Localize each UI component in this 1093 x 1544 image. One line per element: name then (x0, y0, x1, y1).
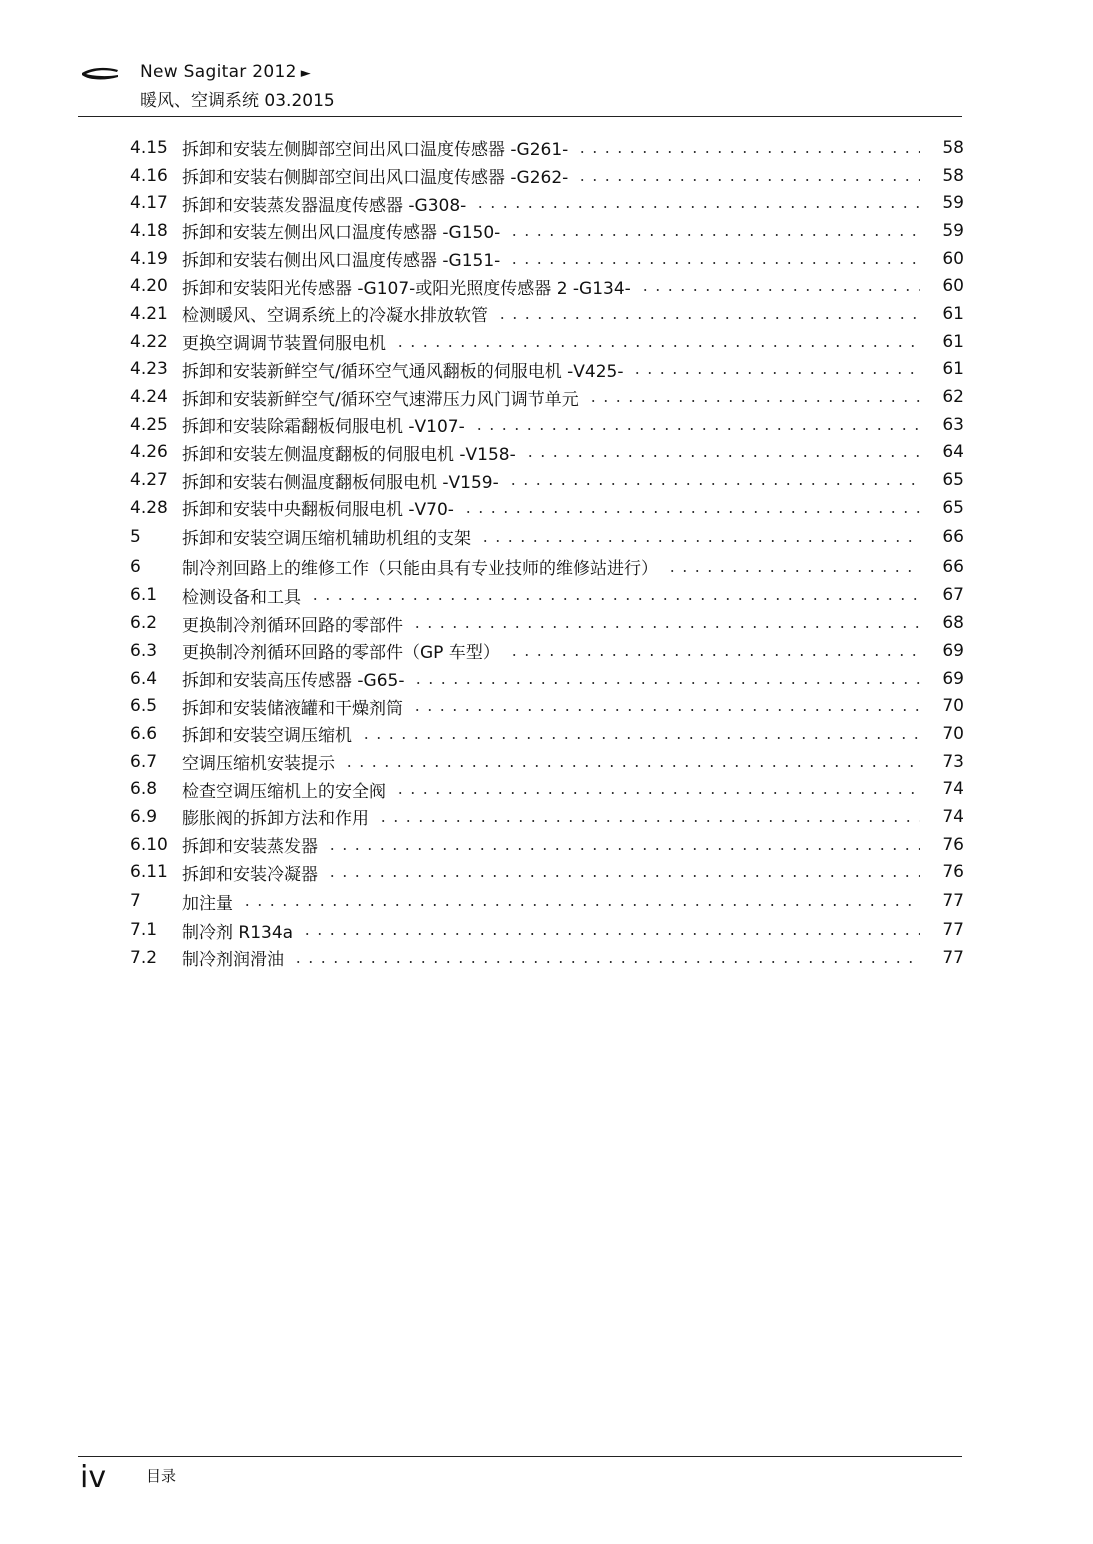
toc-entry-title: 拆卸和安装新鲜空气/循环空气速滞压力风门调节单元 (182, 389, 579, 410)
toc-entry-number: 4.16 (130, 165, 168, 186)
toc-entry-number: 4.15 (130, 137, 168, 158)
toc-entry[interactable] (130, 411, 964, 439)
toc-entry-number: 6.5 (130, 696, 158, 717)
toc-entry-number: 6.9 (130, 806, 158, 827)
footer-page-number: iv (80, 1460, 107, 1495)
toc-entry-page: 66 (942, 526, 964, 547)
toc-dot-leader (377, 820, 920, 822)
toc-entry[interactable] (130, 748, 964, 776)
toc-dot-leader (462, 511, 920, 513)
toc-dot-leader (411, 626, 920, 628)
toc-entry-page: 65 (942, 470, 964, 491)
table-of-contents (130, 134, 964, 972)
toc-entry[interactable] (130, 803, 964, 831)
toc-entry-title: 检测设备和工具 (182, 587, 301, 608)
toc-entry-page: 76 (942, 862, 964, 883)
toc-dot-leader (360, 737, 920, 739)
toc-dot-leader (507, 483, 920, 485)
toc-entry[interactable] (130, 637, 964, 665)
toc-entry-number: 4.22 (130, 331, 168, 352)
toc-entry[interactable] (130, 272, 964, 300)
toc-entry[interactable] (130, 582, 964, 610)
toc-entry-title: 拆卸和安装蒸发器 (182, 837, 318, 858)
toc-entry[interactable] (130, 775, 964, 803)
toc-dot-leader (508, 262, 920, 264)
toc-entry-title: 检查空调压缩机上的安全阀 (182, 781, 386, 802)
toc-dot-leader (309, 598, 920, 600)
toc-entry[interactable] (130, 916, 964, 944)
toc-entry-title: 制冷剂润滑油 (182, 950, 284, 971)
toc-entry-page: 59 (942, 193, 964, 214)
toc-entry[interactable] (130, 383, 964, 411)
toc-entry-title: 拆卸和安装左侧温度翻板的伺服电机 -V158- (182, 444, 516, 465)
toc-entry[interactable] (130, 831, 964, 859)
toc-entry[interactable] (130, 328, 964, 356)
toc-entry[interactable] (130, 944, 964, 972)
toc-entry[interactable] (130, 134, 964, 162)
toc-entry-number: 6.2 (130, 613, 158, 634)
vw-swoosh-logo-icon (80, 64, 120, 82)
toc-dot-leader (524, 455, 920, 457)
page-header (78, 58, 962, 116)
toc-entry-page: 60 (942, 276, 964, 297)
toc-entry-title: 更换制冷剂循环回路的零部件（GP 车型） (182, 643, 500, 664)
toc-dot-leader (411, 709, 920, 711)
toc-entry-title: 拆卸和安装储液罐和干燥剂筒 (182, 698, 403, 719)
toc-entry-title: 拆卸和安装高压传感器 -G65- (182, 671, 405, 692)
toc-entry-page: 61 (942, 303, 964, 324)
toc-dot-leader (479, 540, 920, 542)
footer-section-title: 目录 (146, 1467, 177, 1485)
toc-entry-title: 空调压缩机安装提示 (182, 754, 335, 775)
toc-entry[interactable] (130, 356, 964, 384)
toc-entry-number: 6.4 (130, 668, 158, 689)
toc-entry-page: 70 (942, 723, 964, 744)
toc-entry-page: 61 (942, 359, 964, 380)
toc-dot-leader (508, 654, 920, 656)
toc-entry-page: 61 (942, 331, 964, 352)
toc-entry[interactable] (130, 439, 964, 467)
toc-entry-title: 拆卸和安装新鲜空气/循环空气通风翻板的伺服电机 -V425- (182, 361, 624, 382)
toc-entry-title: 拆卸和安装冷凝器 (182, 864, 318, 885)
toc-entry[interactable] (130, 162, 964, 190)
toc-entry-title: 拆卸和安装阳光传感器 -G107-或阳光照度传感器 2 -G134- (182, 278, 631, 299)
toc-entry-title: 拆卸和安装空调压缩机 (182, 726, 352, 747)
toc-entry-title: 拆卸和安装除霜翻板伺服电机 -V107- (182, 417, 465, 438)
toc-entry[interactable] (130, 609, 964, 637)
toc-dot-leader (326, 848, 920, 850)
toc-dot-leader (292, 961, 920, 963)
toc-entry-title: 拆卸和安装蒸发器温度传感器 -G308- (182, 195, 467, 216)
toc-entry-number: 4.26 (130, 442, 168, 463)
toc-entry-number: 4.25 (130, 414, 168, 435)
toc-dot-leader (394, 345, 920, 347)
toc-entry-page: 62 (942, 387, 964, 408)
toc-dot-leader (496, 317, 920, 319)
header-model (140, 62, 311, 82)
toc-entry[interactable] (130, 552, 964, 582)
toc-entry-number: 4.27 (130, 470, 168, 491)
toc-entry-number: 6.10 (130, 834, 168, 855)
toc-entry-page: 77 (942, 947, 964, 968)
toc-entry-number: 7.2 (130, 947, 158, 968)
toc-dot-leader (473, 428, 920, 430)
toc-entry-number: 6.6 (130, 723, 158, 744)
toc-entry-title: 拆卸和安装右侧温度翻板伺服电机 -V159- (182, 472, 499, 493)
header-subtitle: 暖风、空调系统 03.2015 (140, 91, 335, 111)
toc-entry[interactable] (130, 189, 964, 217)
toc-entry[interactable] (130, 720, 964, 748)
toc-entry-page: 70 (942, 696, 964, 717)
toc-entry-page: 69 (942, 668, 964, 689)
toc-entry[interactable] (130, 522, 964, 552)
toc-entry-number: 6.1 (130, 585, 158, 606)
toc-entry-title: 制冷剂 R134a (182, 922, 294, 943)
toc-entry-title: 膨胀阀的拆卸方法和作用 (182, 809, 369, 830)
toc-entry-title: 更换空调调节装置伺服电机 (182, 334, 386, 355)
toc-entry-page: 63 (942, 414, 964, 435)
toc-dot-leader (412, 682, 920, 684)
toc-dot-leader (576, 179, 920, 181)
toc-entry-number: 6 (130, 556, 141, 577)
toc-entry-title: 拆卸和安装左侧脚部空间出风口温度传感器 -G261- (182, 140, 569, 161)
toc-dot-leader (241, 904, 920, 906)
toc-entry-number: 4.28 (130, 497, 168, 518)
arrow-right-icon: ► (300, 66, 312, 81)
toc-entry-page: 59 (942, 220, 964, 241)
toc-entry[interactable] (130, 300, 964, 328)
toc-dot-leader (631, 372, 920, 374)
toc-entry-page: 64 (942, 442, 964, 463)
toc-entry-page: 58 (942, 137, 964, 158)
toc-entry-page: 77 (942, 920, 964, 941)
toc-dot-leader (326, 875, 920, 877)
toc-entry-page: 69 (942, 640, 964, 661)
toc-entry-page: 74 (942, 779, 964, 800)
toc-entry-number: 6.8 (130, 779, 158, 800)
toc-entry-number: 5 (130, 526, 141, 547)
toc-entry-page: 66 (942, 556, 964, 577)
toc-entry-title: 拆卸和安装中央翻板伺服电机 -V70- (182, 500, 454, 521)
toc-dot-leader (474, 206, 920, 208)
footer-divider (78, 1456, 962, 1457)
toc-entry-title: 制冷剂回路上的维修工作（只能由具有专业技师的维修站进行） (182, 559, 658, 580)
toc-entry-number: 7.1 (130, 920, 158, 941)
toc-entry[interactable] (130, 494, 964, 522)
toc-dot-leader (576, 151, 920, 153)
toc-entry[interactable] (130, 466, 964, 494)
toc-entry-number: 6.3 (130, 640, 158, 661)
toc-entry-number: 4.20 (130, 276, 168, 297)
header-divider (78, 116, 962, 117)
toc-dot-leader (508, 234, 920, 236)
toc-entry-page: 73 (942, 751, 964, 772)
toc-entry-title: 加注量 (182, 893, 233, 914)
toc-entry[interactable] (130, 665, 964, 693)
toc-entry-number: 4.17 (130, 193, 168, 214)
toc-entry[interactable] (130, 886, 964, 916)
toc-entry[interactable] (130, 692, 964, 720)
toc-entry-title: 拆卸和安装左侧出风口温度传感器 -G150- (182, 223, 501, 244)
model-name: New Sagitar 2012 (140, 62, 297, 82)
toc-entry[interactable] (130, 859, 964, 887)
toc-entry-title: 拆卸和安装空调压缩机辅助机组的支架 (182, 529, 471, 550)
toc-entry-page: 58 (942, 165, 964, 186)
toc-entry-page: 60 (942, 248, 964, 269)
toc-dot-leader (343, 765, 920, 767)
toc-entry-number: 6.7 (130, 751, 158, 772)
toc-entry-number: 4.21 (130, 303, 168, 324)
toc-entry-title: 拆卸和安装右侧脚部空间出风口温度传感器 -G262- (182, 168, 569, 189)
toc-entry-title: 更换制冷剂循环回路的零部件 (182, 615, 403, 636)
toc-entry-number: 7 (130, 891, 141, 912)
toc-entry-number: 4.23 (130, 359, 168, 380)
toc-entry-number: 4.24 (130, 387, 168, 408)
toc-dot-leader (639, 289, 920, 291)
toc-entry-page: 74 (942, 806, 964, 827)
toc-dot-leader (301, 933, 920, 935)
toc-entry-title: 拆卸和安装右侧出风口温度传感器 -G151- (182, 251, 501, 272)
toc-entry-page: 67 (942, 585, 964, 606)
toc-entry-page: 65 (942, 497, 964, 518)
toc-dot-leader (666, 570, 920, 572)
toc-entry-page: 68 (942, 613, 964, 634)
toc-entry-page: 76 (942, 834, 964, 855)
toc-dot-leader (394, 792, 920, 794)
toc-entry-page: 77 (942, 891, 964, 912)
toc-entry[interactable] (130, 245, 964, 273)
toc-entry-number: 6.11 (130, 862, 168, 883)
toc-dot-leader (587, 400, 920, 402)
toc-entry[interactable] (130, 217, 964, 245)
toc-entry-number: 4.18 (130, 220, 168, 241)
toc-entry-title: 检测暖风、空调系统上的冷凝水排放软管 (182, 306, 488, 327)
toc-entry-number: 4.19 (130, 248, 168, 269)
